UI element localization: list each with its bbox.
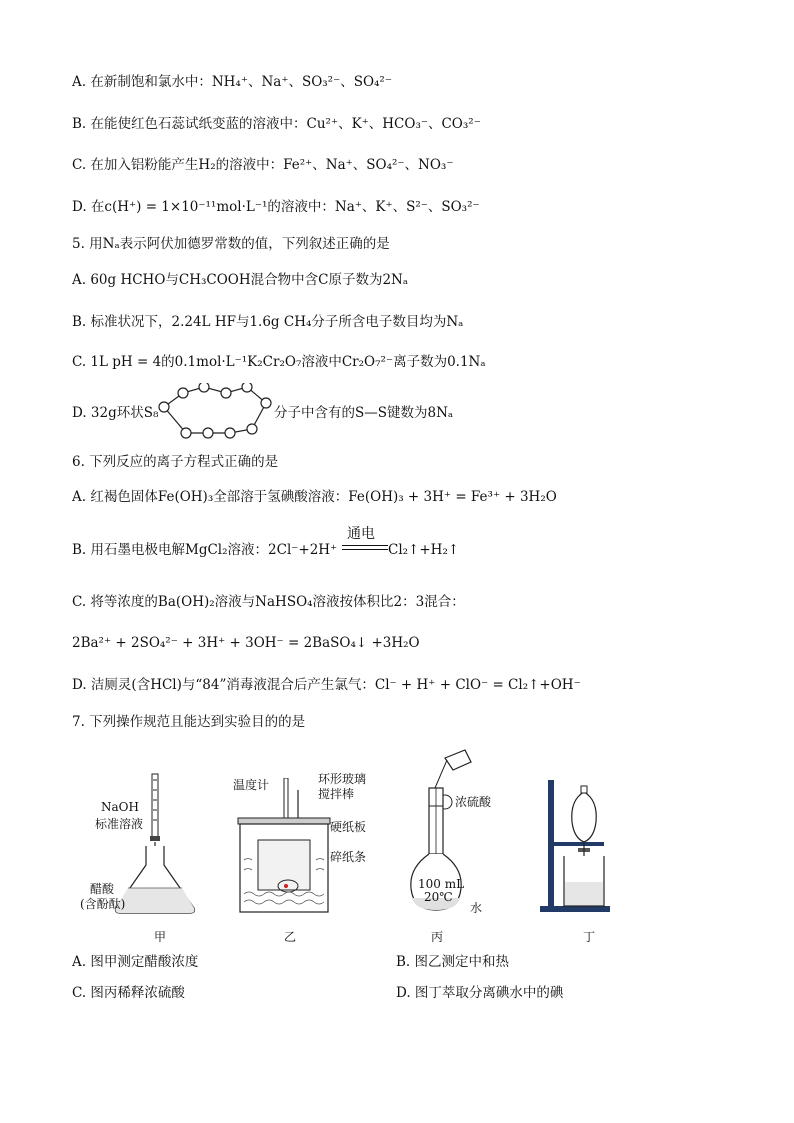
label-standard-solution: 标准溶液 bbox=[95, 817, 144, 831]
caption-jia: 甲 bbox=[154, 930, 167, 944]
q6-stem: 6. 下列反应的离子方程式正确的是 bbox=[72, 454, 279, 470]
reaction-equals-sign bbox=[342, 544, 388, 552]
q5-option-d: D. 32g环状S₈ bbox=[72, 405, 159, 421]
caption-ding: 丁 bbox=[583, 930, 596, 944]
q7-option-c: C. 图丙稀释浓硫酸 bbox=[72, 985, 185, 1001]
q5-option-a: A. 60g HCHO与CH₃COOH混合物中含C原子数为2Nₐ bbox=[72, 272, 409, 288]
q4-option-b: B. 在能使红色石蕊试纸变蓝的溶液中：Cu²⁺、K⁺、HCO₃⁻、CO₃²⁻ bbox=[72, 116, 481, 132]
q7-option-d: D. 图丁萃取分离碘水中的碘 bbox=[396, 985, 564, 1001]
label-100ml: 100 mL bbox=[418, 877, 465, 891]
q7-option-b: B. 图乙测定中和热 bbox=[396, 954, 510, 970]
q7-stem: 7. 下列操作规范且能达到实验目的的是 bbox=[72, 714, 306, 730]
label-glass-stirrer-2: 搅拌棒 bbox=[318, 787, 355, 801]
label-paper-strips: 碎纸条 bbox=[330, 850, 367, 864]
q6-option-a: A. 红褐色固体Fe(OH)₃全部溶于氢碘酸溶液：Fe(OH)₃ + 3H⁺ = Fe³⁺ + 3H₂O bbox=[72, 489, 557, 505]
label-with-phenolphthalein: (含酚酞) bbox=[80, 897, 126, 911]
electrolysis-condition: 通电 bbox=[347, 526, 375, 542]
label-acetic-acid: 醋酸 bbox=[90, 882, 115, 896]
label-conc-sulfuric-acid: 浓硫酸 bbox=[455, 795, 492, 809]
q5-stem: 5. 用Nₐ表示阿伏加德罗常数的值，下列叙述正确的是 bbox=[72, 236, 390, 252]
q4-option-d: D. 在c(H⁺) = 1×10⁻¹¹mol·L⁻¹的溶液中：Na⁺、K⁺、S²⁻、SO₃²⁻ bbox=[72, 199, 480, 215]
apparatus-ding-separatory-funnel bbox=[538, 776, 618, 916]
label-naoh: NaOH bbox=[101, 800, 139, 814]
q6-option-d: D. 洁厕灵(含HCl)与“84”消毒液混合后产生氯气：Cl⁻ + H⁺ + ClO⁻ = Cl₂↑+OH⁻ bbox=[72, 677, 581, 693]
q5-option-b: B. 标准状况下，2.24L HF与1.6g CH₄分子所含电子数目均为Nₐ bbox=[72, 314, 464, 330]
label-20c: 20℃ bbox=[424, 890, 453, 904]
label-thermometer: 温度计 bbox=[233, 778, 270, 792]
label-water: 水 bbox=[470, 901, 483, 915]
q6-option-b-products: Cl₂↑+H₂↑ bbox=[388, 542, 460, 558]
q5-option-d-tail: 分子中含有的S—S键数为8Nₐ bbox=[274, 405, 454, 421]
q6-option-b: B. 用石墨电极电解MgCl₂溶液：2Cl⁻+2H⁺ bbox=[72, 542, 338, 558]
q4-option-a: A. 在新制饱和氯水中：NH₄⁺、Na⁺、SO₃²⁻、SO₄²⁻ bbox=[72, 74, 392, 90]
q6-option-c: C. 将等浓度的Ba(OH)₂溶液与NaHSO₄溶液按体积比2：3混合： bbox=[72, 594, 465, 610]
q7-option-a: A. 图甲测定醋酸浓度 bbox=[72, 954, 199, 970]
caption-bing: 丙 bbox=[431, 930, 444, 944]
label-cardboard: 硬纸板 bbox=[330, 820, 367, 834]
caption-yi: 乙 bbox=[284, 930, 297, 944]
label-glass-stirrer: 环形玻璃 bbox=[318, 772, 367, 786]
q5-option-c: C. 1L pH = 4的0.1mol·L⁻¹K₂Cr₂O₇溶液中Cr₂O₇²⁻离子数为0.1Nₐ bbox=[72, 354, 486, 370]
q6-option-c-equation: 2Ba²⁺ + 2SO₄²⁻ + 3H⁺ + 3OH⁻ = 2BaSO₄↓ +3H₂O bbox=[72, 635, 420, 651]
s8-ring-diagram bbox=[150, 383, 275, 445]
q4-option-c: C. 在加入铝粉能产生H₂的溶液中：Fe²⁺、Na⁺、SO₄²⁻、NO₃⁻ bbox=[72, 157, 454, 173]
